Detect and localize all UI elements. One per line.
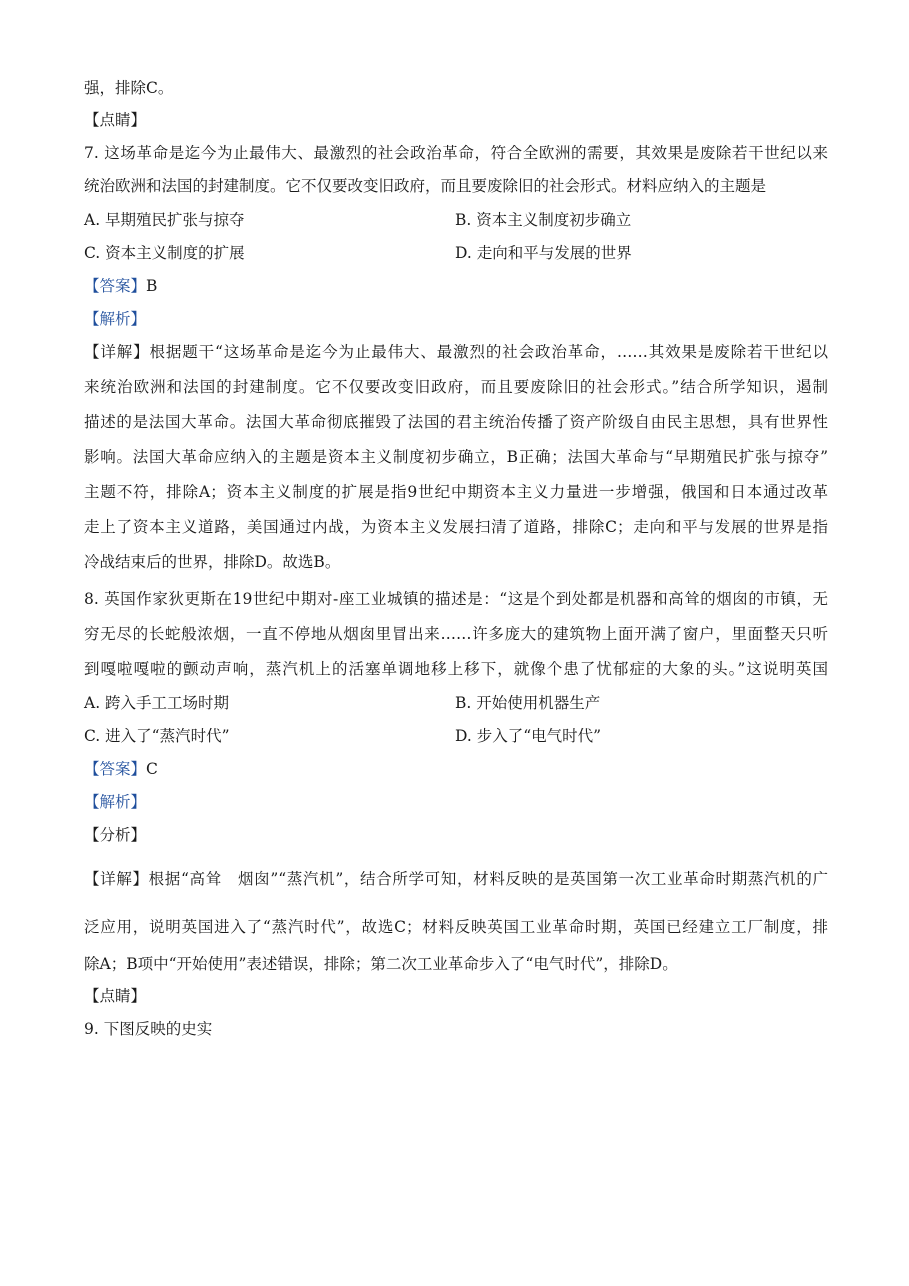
- answer-value: B: [146, 277, 158, 295]
- answer-value: C: [146, 760, 158, 778]
- text-line: 强，排除C。: [84, 79, 174, 97]
- question-8-detail-line: 泛应用，说明英国进入了“蒸汽时代”，故选C；材料反映英国工业革命时期，英国已经建立工厂制度，排: [84, 918, 828, 936]
- question-7-detail-line: [84, 342, 828, 362]
- question-7-answer: [84, 276, 157, 296]
- question-8-detail-line: [84, 869, 828, 889]
- detail-tag: 【详解】: [84, 870, 149, 888]
- analysis-tag: 【解析】: [84, 310, 147, 328]
- question-8-option-d: D. 步入了“电气时代”: [455, 727, 602, 745]
- question-7-detail-line: 描述的是法国大革命。法国大革命彻底摧毁了法国的君主统治传播了资产阶级自由民主思想，具有世界性: [84, 413, 828, 431]
- answer-tag: 【答案】: [84, 277, 147, 295]
- question-7-detail-line: 主题不符，排除A；资本主义制度的扩展是指9世纪中期资本主义力量进一步增强，俄国和日本通过改革: [84, 483, 828, 501]
- question-7-detail-line: 影响。法国大革命应纳入的主题是资本主义制度初步确立，B正确；法国大革命与“早期殖民扩张与掠夺”: [84, 448, 828, 466]
- question-7-detail-line: 冷战结束后的世界，排除D。故选B。: [84, 553, 341, 571]
- question-9-stem-line: 9. 下图反映的史实: [84, 1020, 213, 1038]
- question-7-detail-line: 走上了资本主义道路，美国通过内战，为资本主义发展扫清了道路，排除C；走向和平与发展的世界是指: [84, 518, 828, 536]
- section-tag-dianjing: 【点睛】: [84, 111, 147, 129]
- question-8-option-a: A. 跨入手工工场时期: [84, 694, 230, 712]
- question-7-option-b: B. 资本主义制度初步确立: [455, 211, 632, 229]
- question-8-stem-line: 8. 英国作家狄更斯在19世纪中期对-座工业城镇的描述是：“这是个到处都是机器和高耸的烟囱的市镇，无: [84, 590, 828, 608]
- detail-text: 根据题干“这场革命是迄今为止最伟大、最激烈的社会政治革命，……其效果是废除若干世纪以: [149, 343, 828, 361]
- question-7-option-a: A. 早期殖民扩张与掠夺: [84, 211, 245, 229]
- section-tag-fenxi: 【分析】: [84, 826, 147, 844]
- question-7-option-d: D. 走向和平与发展的世界: [455, 244, 632, 262]
- question-8-option-c: C. 进入了“蒸汽时代”: [84, 727, 230, 745]
- question-8-answer: [84, 759, 158, 779]
- question-7-detail-line: 来统治欧洲和法国的封建制度。它不仅要改变旧政府，而且要废除旧的社会形式。”结合所学知识，遏制: [84, 378, 828, 396]
- analysis-tag: 【解析】: [84, 793, 147, 811]
- question-8-detail-line: 除A；B项中“开始使用”表述错误，排除；第二次工业革命步入了“电气时代”，排除D。: [84, 955, 678, 973]
- question-7-stem-line: 7. 这场革命是迄今为止最伟大、最激烈的社会政治革命，符合全欧洲的需要，其效果是废除若干世纪以来: [84, 144, 828, 162]
- question-7-option-c: C. 资本主义制度的扩展: [84, 244, 245, 262]
- detail-tag: 【详解】: [84, 343, 150, 361]
- question-8-option-b: B. 开始使用机器生产: [455, 694, 601, 712]
- section-tag-dianjing: 【点睛】: [84, 987, 147, 1005]
- question-7-stem-line: 统治欧洲和法国的封建制度。它不仅要改变旧政府，而且要废除旧的社会形式。材料应纳入的主题是: [84, 177, 767, 195]
- question-8-stem-line: 到嘎啦嘎啦的颤动声响，蒸汽机上的活塞单调地移上移下，就像个患了忧郁症的大象的头。”这说明英国: [84, 660, 828, 678]
- question-8-stem-line: 穷无尽的长蛇般浓烟，一直不停地从烟囱里冒出来……许多庞大的建筑物上面开满了窗户，里面整天只听: [84, 625, 828, 643]
- detail-text: 根据“高耸 烟囱”“蒸汽机”，结合所学可知，材料反映的是英国第一次工业革命时期蒸汽机的广: [148, 870, 828, 888]
- answer-tag: 【答案】: [84, 760, 147, 778]
